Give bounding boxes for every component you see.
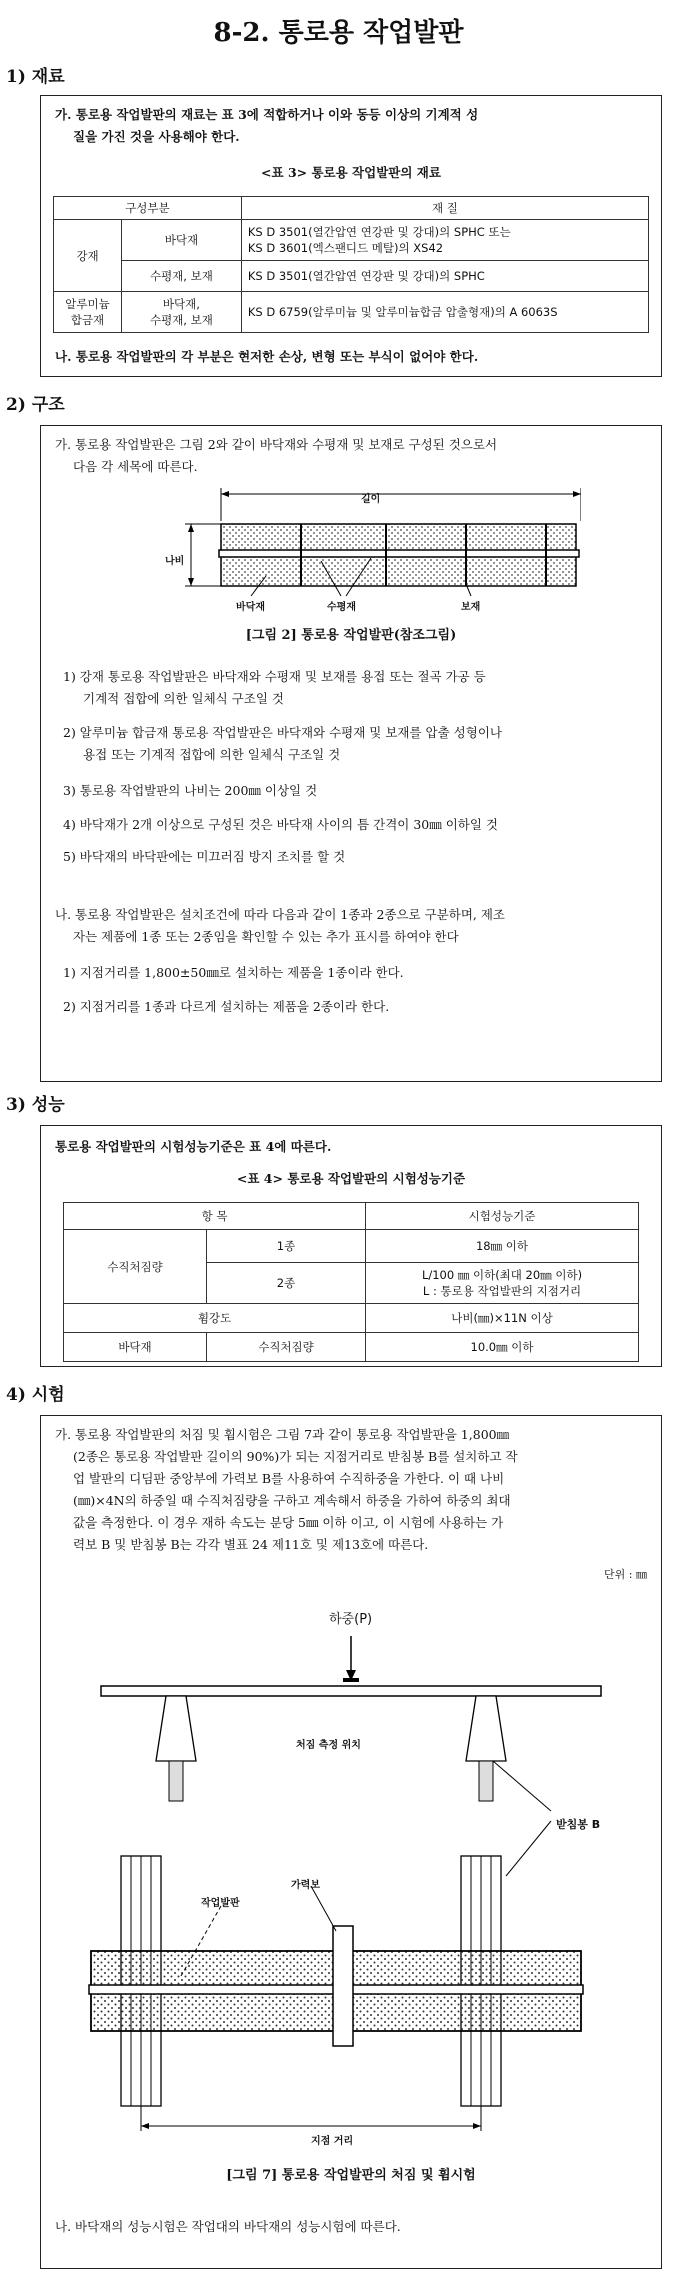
table4-floor-item: 수직처짐량 — [207, 1333, 366, 1362]
table3-steel-floor-value-1: KS D 3501(열간압연 연강판 및 강대)의 SPHC 또는 — [247, 225, 511, 239]
fig7-span-label: 지점 거리 — [311, 2136, 354, 2147]
structure-na-line2: 자는 제품에 1종 또는 2종임을 확인할 수 있는 추가 표시를 하여야 한다 — [73, 929, 459, 944]
table4-floor: 바닥재 — [64, 1333, 207, 1362]
materials-box — [40, 95, 662, 377]
performance-intro: 통로용 작업발판의 시험성능기준은 표 4에 따른다. — [55, 1139, 332, 1154]
table3 — [53, 196, 649, 333]
test-ga-line5: 값을 측정한다. 이 경우 재하 속도는 분당 5㎜ 이하 이고, 이 시험에 사용하는 가 — [73, 1515, 504, 1530]
table3-aluminum — [54, 292, 122, 333]
table4 — [63, 1202, 639, 1362]
table3-caption: <표 3> 통로용 작업발판의 재료 — [261, 165, 441, 180]
table3-steel-floor-value — [241, 220, 648, 261]
table3-aluminum-part — [122, 292, 242, 333]
table3-aluminum-1: 알루미늄 — [65, 297, 110, 311]
table3-aluminum-part-2: 수평재, 보재 — [149, 313, 213, 327]
table4-bending: 휨강도 — [64, 1304, 366, 1333]
section-heading-performance: 3) 성능 — [6, 1095, 65, 1115]
structure-box — [40, 425, 662, 1082]
test-na: 나. 바닥재의 성능시험은 작업대의 바닥재의 성능시험에 따른다. — [55, 2219, 401, 2234]
figure7-diagram — [61, 1586, 641, 2146]
structure-item1-line2: 기계적 접합에 의한 일체식 구조일 것 — [83, 691, 284, 706]
fig7-loadbeam-label: 가력보 — [291, 1880, 320, 1891]
table4-caption: <표 4> 통로용 작업발판의 시험성능기준 — [236, 1171, 466, 1186]
section-heading-structure: 2) 구조 — [6, 395, 65, 415]
structure-item5: 5) 바닥재의 바닥판에는 미끄러짐 방지 조치를 할 것 — [63, 849, 346, 864]
test-ga-line4: (㎜)×4N의 하중일 때 수직처짐량을 구하고 계속해서 하중을 가하여 하중의 최대 — [73, 1493, 511, 1508]
table4-bending-value: 나비(㎜)×11N 이상 — [366, 1304, 639, 1333]
structure-item4: 4) 바닥재가 2개 이상으로 구성된 것은 바닥재 사이의 틈 간격이 30㎜ 이하일 것 — [63, 817, 498, 832]
fig7-rod-label: 받침봉 B — [556, 1818, 601, 1831]
table3-steel-hb-value: KS D 3501(열간압연 연강판 및 강대)의 SPHC — [241, 261, 648, 292]
table4-type2: 2종 — [207, 1263, 366, 1304]
structure-type1: 1) 지점거리를 1,800±50㎜로 설치하는 제품을 1종이라 한다. — [63, 965, 404, 980]
figure7-caption: [그림 7] 통로용 작업발판의 처짐 및 휨시험 — [226, 2168, 476, 2183]
test-ga-line3: 업 발판의 디딤판 중앙부에 가력보 B를 사용하여 수직하중을 가한다. 이 때 나비 — [73, 1471, 505, 1486]
fig2-horizontal-label: 수평재 — [327, 602, 356, 613]
table4-type1-value: 18㎜ 이하 — [366, 1230, 639, 1263]
test-box — [40, 1415, 662, 2269]
table4-type2-value-1: L/100 ㎜ 이하(최대 20㎜ 이하) — [421, 1268, 583, 1282]
test-ga-line2: (2종은 통로용 작업발판 길이의 90%)가 되는 지점거리로 받침봉 B를 설치하고 작 — [73, 1449, 518, 1464]
structure-ga-line1: 가. 통로용 작업발판은 그림 2와 같이 바닥재와 수평재 및 보재로 구성된 것으로서 — [55, 437, 498, 452]
structure-item3: 3) 통로용 작업발판의 나비는 200㎜ 이상일 것 — [63, 783, 318, 798]
table4-head-criteria: 시험성능기준 — [366, 1203, 639, 1230]
performance-box — [40, 1125, 662, 1367]
table3-head-material: 재 질 — [241, 197, 648, 220]
structure-na-line1: 나. 통로용 작업발판은 설치조건에 따라 다음과 같이 1종과 2종으로 구분하며, 제조 — [55, 907, 505, 922]
figure2-caption: [그림 2] 통로용 작업발판(참조그림) — [245, 628, 457, 643]
fig7-load-label: 하중(P) — [329, 1612, 373, 1627]
fig7-measure-label: 처짐 측정 위치 — [296, 1740, 361, 1751]
table4-deflection: 수직처짐량 — [64, 1230, 207, 1304]
table3-aluminum-2: 합금재 — [70, 313, 105, 327]
table3-aluminum-value: KS D 6759(알루미늄 및 알루미늄합금 압출형재)의 A 6063S — [241, 292, 648, 333]
section-heading-materials: 1) 재료 — [6, 67, 65, 87]
table4-head-item: 항 목 — [64, 1203, 366, 1230]
table4-floor-value: 10.0㎜ 이하 — [366, 1333, 639, 1362]
table3-aluminum-part-1: 바닥재, — [162, 297, 200, 311]
table3-steel-hb: 수평재, 보재 — [122, 261, 242, 292]
structure-ga-line2: 다음 각 세목에 따른다. — [73, 459, 198, 474]
test-ga-line6: 력보 B 및 받침봉 B는 각각 별표 24 제11호 및 제13호에 따른다. — [73, 1537, 429, 1552]
fig2-width-label: 나비 — [165, 556, 185, 567]
table4-type1: 1종 — [207, 1230, 366, 1263]
structure-type2: 2) 지점거리를 1종과 다르게 설치하는 제품을 2종이라 한다. — [63, 999, 390, 1014]
materials-ga-line1: 가. 통로용 작업발판의 재료는 표 3에 적합하거나 이와 동등 이상의 기계적 성 — [55, 107, 479, 122]
table4-type2-value-2: L : 통로용 작업발판의 지점거리 — [422, 1284, 582, 1298]
structure-item2-line2: 용접 또는 기계적 접합에 의한 일체식 구조일 것 — [83, 747, 341, 762]
fig2-floor-label: 바닥재 — [236, 602, 265, 613]
table3-steel: 강재 — [54, 220, 122, 292]
structure-item1-line1: 1) 강재 통로용 작업발판은 바닥재와 수평재 및 보재를 용접 또는 절곡 가공 등 — [63, 669, 486, 684]
fig2-length-label: 길이 — [361, 494, 381, 505]
structure-item2-line1: 2) 알루미늄 합금재 통로용 작업발판은 바닥재와 수평재 및 보재를 압출 성형이나 — [63, 725, 502, 740]
test-ga-line1: 가. 통로용 작업발판의 처짐 및 휨시험은 그림 7과 같이 통로용 작업발판을 1,800㎜ — [55, 1427, 510, 1442]
fig2-beam-label: 보재 — [461, 602, 481, 613]
materials-ga-line2: 질을 가진 것을 사용해야 한다. — [73, 129, 240, 144]
test-unit: 단위 : ㎜ — [604, 1568, 647, 1581]
table3-head-part: 구성부분 — [54, 197, 242, 220]
table3-steel-floor: 바닥재 — [122, 220, 242, 261]
section-heading-test: 4) 시험 — [6, 1385, 65, 1405]
table4-type2-value — [366, 1263, 639, 1304]
fig7-plank-label: 작업발판 — [201, 1898, 240, 1909]
page-title: 8-2. 통로용 작업발판 — [213, 18, 464, 48]
materials-na: 나. 통로용 작업발판의 각 부분은 현저한 손상, 변형 또는 부식이 없어야 한다. — [55, 349, 479, 364]
table3-steel-floor-value-2: KS D 3601(엑스팬디드 메탈)의 XS42 — [247, 241, 444, 255]
